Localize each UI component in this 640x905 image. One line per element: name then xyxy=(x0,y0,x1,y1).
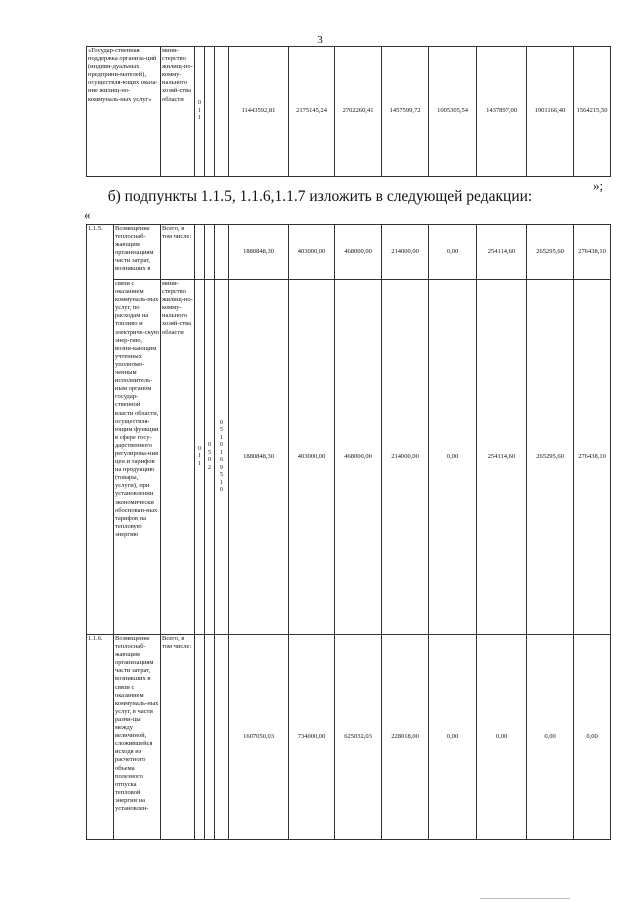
value-cell: 214000,00 xyxy=(382,280,429,635)
table-top-continuation xyxy=(86,46,611,177)
code-empty-cell xyxy=(195,225,205,280)
code-empty-cell xyxy=(205,47,215,177)
item-name-cell: Возмещение теплоснаб-жающим организациям части затрат, возникших в связи с оказанием коммуналь-ных услуг, в части разни-цы между величиной, сложившейся исходя из расчетного объема полезного отпуска тепловой энергии на установлен- xyxy=(114,635,161,840)
value-cell: 0,00 xyxy=(477,635,527,840)
value-cell: 11443592,81 xyxy=(229,47,289,177)
value-cell: 403000,00 xyxy=(289,280,335,635)
code-cell xyxy=(195,47,205,177)
table-row xyxy=(87,225,611,280)
value-cell: 276438,10 xyxy=(574,280,611,635)
executor-cell: мини-стерство жилищ-но-комму-нального хозяй-ства области xyxy=(161,280,195,635)
value-cell: 2175145,24 xyxy=(289,47,335,177)
value-cell: 468000,00 xyxy=(335,225,382,280)
value-cell: 1437897,00 xyxy=(477,47,527,177)
value-cell: 214000,00 xyxy=(382,225,429,280)
close-quote: »; xyxy=(593,178,604,193)
code-empty-cell xyxy=(195,635,205,840)
code-text: 0 1 1 xyxy=(198,100,201,122)
value-cell: 0,00 xyxy=(429,635,477,840)
table-row xyxy=(87,635,611,840)
total-label-cell: Всего, в том числе: xyxy=(161,635,195,840)
section-heading: б) подпункты 1.1.5, 1.1.6,1.1.7 изложить в следующей редакции: xyxy=(107,188,533,205)
value-cell: 276438,10 xyxy=(574,225,611,280)
value-cell: 1564215,50 xyxy=(574,47,611,177)
value-cell: 1880848,30 xyxy=(229,280,289,635)
total-label-cell: Всего, в том числе: xyxy=(161,225,195,280)
table-row xyxy=(87,280,611,635)
code-text: 0 1 1 xyxy=(198,445,201,467)
value-cell: 254114,60 xyxy=(477,225,527,280)
code-empty-cell xyxy=(205,635,215,840)
value-cell: 254114,60 xyxy=(477,280,527,635)
code-empty-cell xyxy=(215,47,229,177)
page-number: 3 xyxy=(317,34,323,46)
value-cell: 2702260,41 xyxy=(335,47,382,177)
value-cell: 228018,00 xyxy=(382,635,429,840)
value-cell: 468000,00 xyxy=(335,280,382,635)
item-number-cell: 1.1.5. xyxy=(87,225,114,635)
value-cell: 625032,03 xyxy=(335,635,382,840)
footer-divider xyxy=(480,898,570,899)
value-cell: 0,00 xyxy=(574,635,611,840)
executor-cell: мини-стерство жилищ-но-комму-нального хозяй-ства области xyxy=(161,47,195,177)
value-cell: 1457599,72 xyxy=(382,47,429,177)
value-cell: 265295,60 xyxy=(527,280,574,635)
item-number-cell: 1.1.6. xyxy=(87,635,114,840)
value-cell: 1880848,30 xyxy=(229,225,289,280)
value-cell: 734000,00 xyxy=(289,635,335,840)
code-empty-cell xyxy=(205,225,215,280)
table-main xyxy=(86,224,611,840)
open-quote: « xyxy=(84,207,91,222)
value-cell: 1901166,40 xyxy=(527,47,574,177)
value-cell: 1005305,54 xyxy=(429,47,477,177)
value-cell: 0,00 xyxy=(429,280,477,635)
code-cell xyxy=(195,280,205,635)
value-cell: 265295,60 xyxy=(527,225,574,280)
code-cell xyxy=(215,280,229,635)
code-empty-cell xyxy=(215,225,229,280)
code-text: 0 5 0 2 xyxy=(208,442,211,471)
item-name-cell: Возмещение теплоснаб-жающим организациям части затрат, возникших в xyxy=(114,225,161,280)
code-empty-cell xyxy=(215,635,229,840)
value-cell: 403000,00 xyxy=(289,225,335,280)
value-cell: 0,00 xyxy=(527,635,574,840)
code-text: 0 5 1 0 1 6 9 5 1 0 xyxy=(220,419,223,493)
value-cell: 1607050,03 xyxy=(229,635,289,840)
item-name-cell: связи с оказанием коммуналь-ных услуг, по расходам на топливо и электриче-скую энер-гию, возни-кающим учтенных уполномо-ченным исполнитель-ным органом государ-ственной власти области, осуществля-ющим функции в сфере госу-дарственного регулирова-ния цен и тарифов на продукцию (товары, услуги), при установлении экономически обоснован-ных тарифов на тепловую энергию xyxy=(114,280,161,635)
program-name-cell: «Государ-ственная поддержка организа-ций (индиви-дуальных предприни-мателей), осуществля-ющих оказа-ние жилищ-но-коммуналь-ных услуг» xyxy=(87,47,161,177)
code-cell xyxy=(205,280,215,635)
value-cell: 0,00 xyxy=(429,225,477,280)
